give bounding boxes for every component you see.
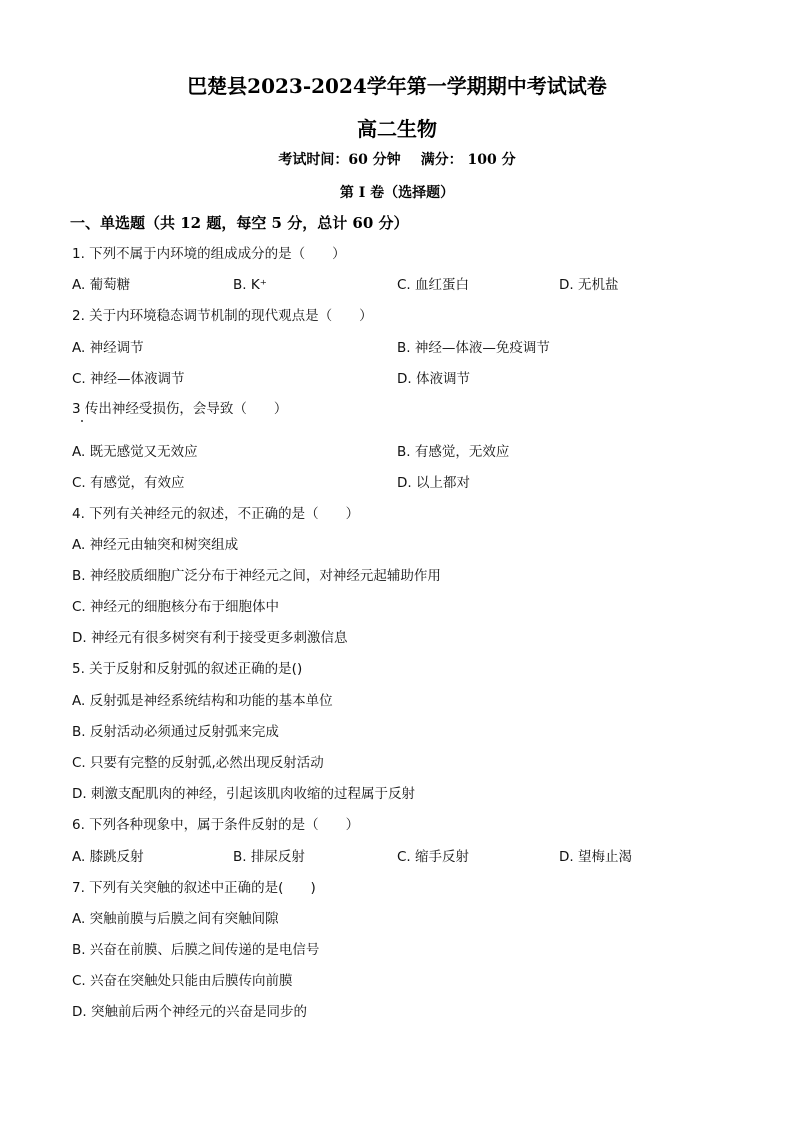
question-1-option-a: A. 葡萄糖	[72, 277, 131, 293]
question-3-option-d: D. 以上都对	[397, 475, 470, 491]
question-7-option-c: C. 兴奋在突触处只能由后膜传向前膜	[72, 973, 293, 989]
question-6-option-a: A. 膝跳反射	[72, 849, 144, 865]
question-7-stem: 7. 下列有关突触的叙述中正确的是( )	[72, 880, 316, 896]
question-1-option-d: D. 无机盐	[559, 277, 619, 293]
question-6-option-c: C. 缩手反射	[397, 849, 470, 865]
question-2-option-a: A. 神经调节	[72, 340, 144, 356]
question-1-stem: 1. 下列不属于内环境的组成成分的是（ ）	[72, 246, 346, 262]
question-4-option-a: A. 神经元由轴突和树突组成	[72, 537, 239, 553]
decimal-point-mark	[81, 420, 83, 422]
question-6-stem: 6. 下列各种现象中，属于条件反射的是（ ）	[72, 817, 360, 833]
question-4-option-d: D. 神经元有很多树突有利于接受更多刺激信息	[72, 630, 348, 646]
volume-title: 第 I 卷（选择题）	[339, 185, 455, 201]
question-5-option-d: D. 刺激支配肌肉的神经，引起该肌肉收缩的过程属于反射	[72, 786, 415, 802]
exam-title: 巴楚县2023-2024学年第一学期期中考试试卷	[187, 74, 607, 98]
exam-time: 考试时间：60 分钟	[278, 152, 401, 168]
question-7-option-a: A. 突触前膜与后膜之间有突触间隙	[72, 911, 279, 927]
full-score: 满分： 100 分	[420, 152, 516, 168]
question-4-option-b: B. 神经胶质细胞广泛分布于神经元之间，对神经元起辅助作用	[72, 568, 441, 584]
question-6-option-d: D. 望梅止渴	[559, 849, 632, 865]
subject-title: 高二生物	[357, 117, 437, 141]
question-3-option-a: A. 既无感觉又无效应	[72, 444, 198, 460]
question-1-option-b: B. K⁺	[233, 277, 267, 293]
question-6-option-b: B. 排尿反射	[233, 849, 305, 865]
section-heading: 一、单选题（共 12 题，每空 5 分，总计 60 分）	[70, 214, 409, 232]
question-2-stem: 2. 关于内环境稳态调节机制的现代观点是（ ）	[72, 308, 373, 324]
question-5-option-c: C. 只要有完整的反射弧,必然出现反射活动	[72, 755, 324, 771]
question-5-option-a: A. 反射弧是神经系统结构和功能的基本单位	[72, 693, 333, 709]
question-7-option-b: B. 兴奋在前膜、后膜之间传递的是电信号	[72, 942, 320, 958]
question-4-stem: 4. 下列有关神经元的叙述，不正确的是（ ）	[72, 506, 360, 522]
question-2-option-b: B. 神经—体液—免疫调节	[397, 340, 550, 356]
question-7-option-d: D. 突触前后两个神经元的兴奋是同步的	[72, 1004, 307, 1020]
question-2-option-c: C. 神经—体液调节	[72, 371, 185, 387]
question-2-option-d: D. 体液调节	[397, 371, 470, 387]
question-5-stem: 5. 关于反射和反射弧的叙述正确的是()	[72, 661, 303, 677]
question-3-option-b: B. 有感觉，无效应	[397, 444, 510, 460]
question-1-option-c: C. 血红蛋白	[397, 277, 470, 293]
question-3-option-c: C. 有感觉，有效应	[72, 475, 185, 491]
question-4-option-c: C. 神经元的细胞核分布于细胞体中	[72, 599, 280, 615]
question-5-option-b: B. 反射活动必须通过反射弧来完成	[72, 724, 279, 740]
exam-info	[0, 149, 794, 169]
question-3-stem: 3 传出神经受损伤，会导致（ ）	[72, 401, 288, 417]
